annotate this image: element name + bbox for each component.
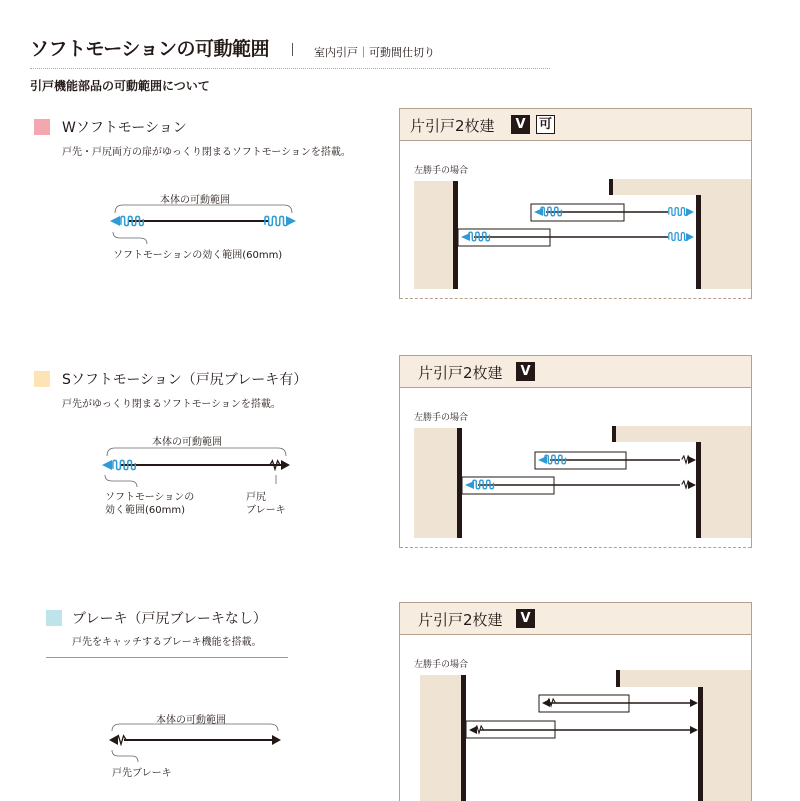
section-subtitle: 引戸機能部品の可動範囲について — [30, 79, 210, 93]
door-diagram — [400, 388, 751, 548]
door-panel-1 — [399, 108, 752, 299]
panel-title: 片引戸2枚建 — [418, 611, 503, 629]
range-label: 本体の可動範囲 — [160, 195, 230, 206]
brake-label-line1: 戸尻 — [246, 492, 266, 503]
feature-title-s-soft: Sソフトモーション（戸尻ブレーキ有） — [62, 372, 308, 388]
left-wall — [414, 428, 458, 538]
right-wall-top — [612, 179, 751, 195]
panel-bottom-dashed — [400, 547, 751, 548]
brake-label: 戸先ブレーキ — [112, 768, 172, 779]
feature-desc-s-soft: 戸先がゆっくり閉まるソフトモーションを搭載。 — [62, 399, 281, 410]
range-bracket — [112, 724, 278, 731]
spring-coil-icon — [469, 232, 490, 241]
feature-title-brake: ブレーキ（戸尻ブレーキなし） — [72, 611, 267, 627]
right-wall-top-edge — [616, 670, 620, 687]
right-jamb — [696, 442, 701, 538]
door-diagram — [400, 635, 751, 801]
arrow-right-icon — [690, 699, 698, 707]
spring-coil-icon — [545, 455, 566, 464]
range-label: 本体の可動範囲 — [156, 715, 226, 726]
range-label: 本体の可動範囲 — [152, 437, 222, 448]
panel-body — [400, 388, 751, 548]
spring-coil-icon — [541, 207, 562, 216]
effect-range-label: ソフトモーションの効く範囲(60mm) — [113, 250, 283, 261]
arrow-left-icon — [109, 735, 118, 745]
effect-range-label-line2: 効く範囲(60mm) — [105, 505, 186, 516]
feature-title-w-soft: Wソフトモーション — [62, 120, 187, 136]
panel-bottom-dashed — [400, 298, 751, 299]
right-wall — [700, 442, 751, 538]
hand-label: 左勝手の場合 — [414, 166, 469, 176]
right-jamb — [698, 687, 703, 801]
badge-ka: 可 — [536, 115, 555, 134]
arrow-right-icon — [688, 481, 696, 489]
left-wall — [414, 181, 454, 289]
brake-label-line2: ブレーキ — [246, 505, 286, 516]
right-wall-top — [619, 670, 751, 687]
left-jamb — [453, 181, 458, 289]
hand-label: 左勝手の場合 — [414, 660, 469, 670]
panel-header — [400, 603, 751, 635]
feature-desc-w-soft: 戸先・戸尻両方の扉がゆっくり閉まるソフトモーションを搭載。 — [62, 147, 351, 158]
right-jamb — [696, 195, 701, 289]
door-diagram — [400, 141, 751, 299]
hand-label: 左勝手の場合 — [414, 413, 469, 423]
page-title: ソフトモーションの可動範囲 — [30, 38, 269, 60]
door-panel-2 — [399, 355, 752, 548]
arrow-right-icon — [272, 735, 281, 745]
arrow-right-icon — [686, 233, 694, 241]
right-wall-top-edge — [612, 426, 616, 442]
left-wall — [420, 675, 462, 801]
right-wall-top-edge — [609, 179, 613, 195]
panel-title: 片引戸2枚建 — [418, 364, 503, 382]
panel-header — [400, 356, 751, 388]
feature-desc-brake: 戸先をキャッチするブレーキ機能を搭載。 — [72, 637, 262, 648]
badge-v: V — [516, 609, 535, 628]
left-jamb — [461, 675, 466, 801]
left-jamb — [457, 428, 462, 538]
arrow-right-icon — [690, 726, 698, 734]
spring-coil-icon — [669, 208, 688, 216]
badge-v: V — [516, 362, 535, 381]
panel-header — [400, 109, 751, 141]
panel-body — [400, 141, 751, 299]
right-wall-top — [615, 426, 751, 442]
arrow-right-icon — [688, 456, 696, 464]
breadcrumb[interactable]: 室内引戸｜可動間仕切り — [314, 46, 435, 59]
right-wall — [703, 687, 751, 801]
brake-bracket — [112, 750, 138, 762]
right-wall — [700, 195, 751, 289]
spring-coil-icon — [669, 233, 688, 241]
panel-title: 片引戸2枚建 — [410, 117, 495, 135]
arrow-right-icon — [686, 208, 694, 216]
spring-coil-icon — [473, 480, 494, 489]
panel-body — [400, 635, 751, 801]
badge-v: V — [511, 115, 530, 134]
door-panel-3 — [399, 602, 752, 801]
effect-range-label-line1: ソフトモーションの — [105, 492, 195, 503]
